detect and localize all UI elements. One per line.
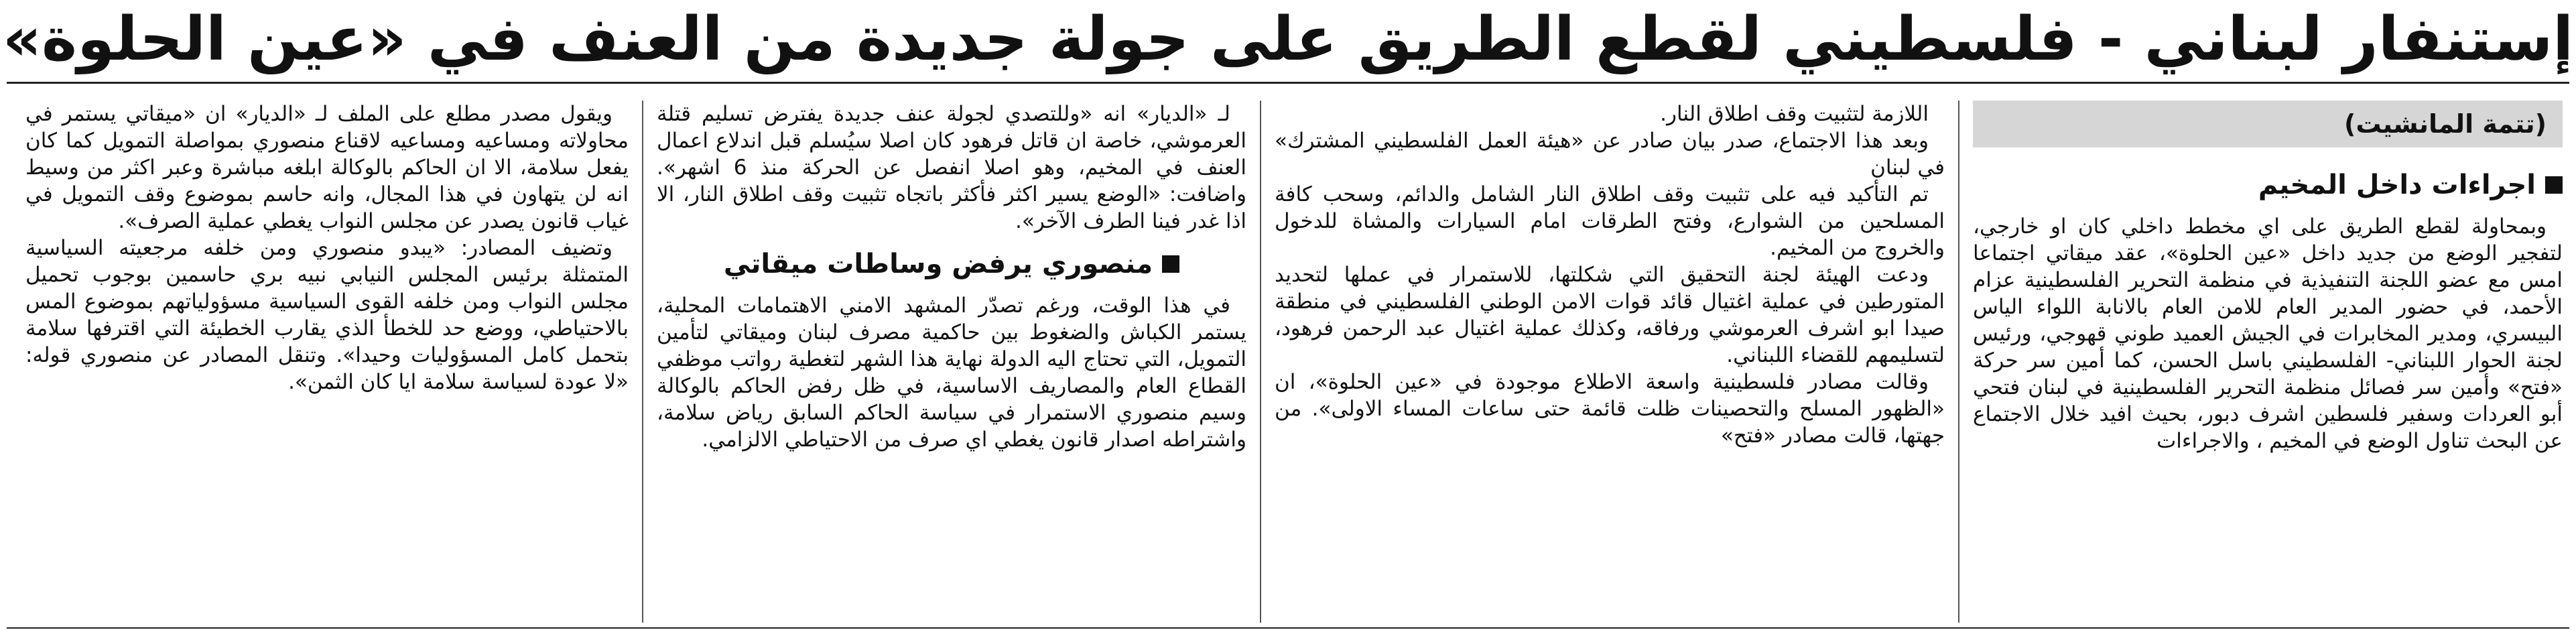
- column-rule: [642, 101, 643, 623]
- subhead-text: اجراءات داخل المخيم: [2258, 170, 2536, 200]
- section-subhead-mansouri: [657, 244, 1246, 284]
- body-paragraph: اللازمة لتثبيت وقف اطلاق النار.: [1660, 102, 1929, 126]
- headline-divider: [7, 82, 2569, 84]
- body-paragraph: ودعت الهيئة لجنة التحقيق التي شكلتها، للاستمرار في عملها لتحديد المتورطين في عملية اغتيال قائد قوات الامن الوطني الفلسطيني في منطقة صيدا ابو اشرف العرموشي ورفاقه، وكذلك عملية اغتيال عبد الرحمن فرهود، لتسليمهم للقضاء اللبناني.: [1275, 263, 1945, 367]
- article-column-3: [657, 101, 1246, 624]
- body-paragraph: وتضيف المصادر: «يبدو منصوري ومن خلفه مرجعيته السياسية المتمثلة برئيس المجلس النيابي نبيه بري حاسمين بوجوب تحميل مجلس النواب ومن خلفه القوى السياسية مسؤولياتهم بموضوع المس بالاحتياطي، ووضع حد للخطأ الذي يقارب الخطيئة التي اقترفها سلامة بتحمل كامل المسؤوليات وحيدا». وتنقل المصادر عن منصوري قوله: «لا عودة لسياسة سلامة ايا كان الثمن».: [25, 236, 629, 394]
- article-column-2: [1275, 101, 1945, 624]
- headline: إستنفار لبناني - فلسطيني لقطع الطريق على جولة جديدة من العنف في «عين الحلوة»: [2, 4, 2574, 74]
- body-paragraph: ويقول مصدر مطلع على الملف لـ «الديار» ان «ميقاتي يستمر في محاولاته ومساعيه ومساعيه لاقناع منصوري بمواصلة التمويل كما كان يفعل سلامة، الا ان الحاكم بالوكالة ابلغه مباشرة وعبر اكثر من وسيط انه لن يتهاون في هذا المجال، وانه حاسم بموضوع وقف التمويل في غياب قانون يصدر عن مجلس النواب يغطي عملية الصرف».: [25, 102, 629, 233]
- body-paragraph: وقالت مصادر فلسطينية واسعة الاطلاع موجودة في «عين الحلوة»، ان «الظهور المسلح والتحصينات ظلت قائمة حتى ساعات المساء الاولى». من جهتها، قالت مصادر «فتح»: [1275, 370, 1945, 448]
- square-bullet-icon: [2545, 176, 2563, 194]
- square-bullet-icon: [1162, 255, 1179, 273]
- article-column-4: [25, 101, 629, 624]
- subhead-text: منصوري يرفض وساطات ميقاتي: [723, 249, 1153, 279]
- column-rule: [1958, 101, 1959, 623]
- body-paragraph: وبعد هذا الاجتماع، صدر بيان صادر عن «هيئة العمل الفلسطيني المشترك» في لبنان: [1275, 129, 1945, 180]
- bottom-divider: [7, 627, 2569, 629]
- article-column-1: [1973, 101, 2563, 624]
- body-paragraph: في هذا الوقت، ورغم تصدّر المشهد الامني الاهتمامات المحلية، يستمر الكباش والضغوط بين حاكمية مصرف لبنان وميقاتي لتأمين التمويل، التي تحتاج اليه الدولة نهاية هذا الشهر لتغطية رواتب موظفي القطاع العام والمصاريف الاساسية، في ظل رفض الحاكم بالوكالة وسيم منصوري الاستمرار في سياسة الحاكم السابق رياض سلامة، واشتراطه اصدار قانون يغطي اي صرف من الاحتياطي الالزامي.: [657, 294, 1246, 452]
- continued-tag: (تتمة المانشيت): [1973, 101, 2563, 147]
- body-paragraph: وبمحاولة لقطع الطريق على اي مخطط داخلي كان او خارجي، لتفجير الوضع من جديد داخل «عين الحلوة»، عقد ميقاتي اجتماعا امس مع عضو اللجنة التنفيذية في منظمة التحرير الفلسطينية عزام الأحمد، في حضور المدير العام للامن العام بالانابة اللواء الياس البيسري، ومدير المخابرات في الجيش العميد طوني قهوجي، ورئيس لجنة الحوار اللبناني- الفلسطيني باسل الحسن، كما أمين سر حركة «فتح» وأمين سر فصائل منظمة التحرير الفلسطينية في لبنان فتحي أبو العردات وسفير فلسطين اشرف دبور، بحيث افيد خلال الاجتماع عن البحث تناول الوضع في المخيم ، والاجراءات: [1973, 214, 2563, 453]
- body-paragraph: لـ «الديار» انه «وللتصدي لجولة عنف جديدة يفترض تسليم قتلة العرموشي، خاصة ان قاتل فرهود كان اصلا سيُسلم قبل اندلاع اعمال العنف في المخيم، وهو اصلا انفصل عن الحركة منذ 6 اشهر». واضافت: «الوضع يسير اكثر فأكثر باتجاه تثبيت وقف اطلاق النار، الا اذا غدر فينا الطرف الآخر».: [657, 102, 1246, 233]
- body-paragraph: تم التأكيد فيه على تثبيت وقف اطلاق النار الشامل والدائم، وسحب كافة المسلحين من الشوارع، وفتح الطرقات امام السيارات والمشاة للدخول والخروج من المخيم.: [1275, 182, 1945, 260]
- section-subhead-camp-measures: [1973, 165, 2563, 205]
- column-rule: [1260, 101, 1261, 623]
